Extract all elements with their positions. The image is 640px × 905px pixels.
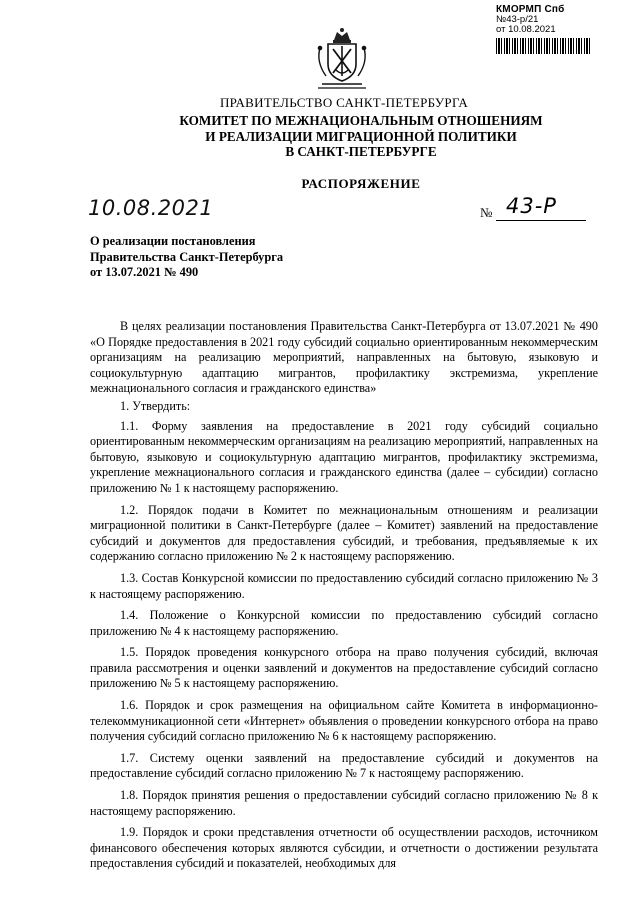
subject-line-2: Правительства Санкт-Петербурга xyxy=(90,249,284,264)
handwritten-number: 43-Р xyxy=(506,194,557,218)
item-1-4: 1.4. Положение о Конкурсной комиссии по предоставлению субсидий согласно приложению № 4 к настоящему распоряжению. xyxy=(90,608,598,638)
item-1-9: 1.9. Порядок и сроки представления отчетности об осуществлении расходов, источником финансового обеспечения которых являются субсидии, и отчетности о достижении результата предоставления субсидий и показателей, необходимых для xyxy=(90,825,598,871)
item-1-6: 1.6. Порядок и срок размещения на официальном сайте Комитета в информационно-телекоммуникационной сети «Интернет» объявления о проведении конкурсного отбора на право получения субсидий согласно приложению № 6 к настоящему распоряжению. xyxy=(90,698,598,744)
committee-line-3: В САНКТ-ПЕТЕРБУРГЕ xyxy=(285,144,437,159)
item-1-3: 1.3. Состав Конкурсной комиссии по предоставлению субсидий согласно приложению № 3 к настоящему распоряжению. xyxy=(90,570,598,601)
document-type: РАСПОРЯЖЕНИЕ xyxy=(301,176,421,191)
item-1-7: 1.7. Систему оценки заявлений на предоставление субсидий и документов на предоставление субсидий согласно приложению № 7 к настоящему распоряжению. xyxy=(90,750,598,781)
government-title-text: ПРАВИТЕЛЬСТВО САНКТ-ПЕТЕРБУРГА xyxy=(219,95,469,110)
stamp-number: №43-р/21 xyxy=(496,14,539,25)
barcode xyxy=(496,38,592,54)
item-1-8: 1.8. Порядок принятия решения о предоставлении субсидий согласно приложению № 8 к настоящему распоряжению. xyxy=(90,788,598,818)
saint-petersburg-coat-of-arms-icon xyxy=(312,26,372,92)
item-1-2: 1.2. Порядок подачи в Комитет по межнациональным отношениям и реализации миграционной политики в Санкт-Петербурге (далее – Комитет) заявлений на предоставление субсидий и документов для предоставления субсидий, и требования, предъявляемые к их содержанию согласно приложению № 2 к настоящему распоряжению. xyxy=(90,502,598,564)
number-sign: № xyxy=(480,205,493,220)
handwritten-date: 10.08.2021 xyxy=(88,196,214,220)
number-underline xyxy=(496,220,586,221)
document-number xyxy=(478,196,586,222)
subject-block xyxy=(90,234,283,281)
subject-line-1: О реализации постановления xyxy=(90,234,256,248)
item-1-5: 1.5. Порядок проведения конкурсного отбора на право получения субсидий, включая правила рассмотрения и оценки заявлений и документов на предоставление субсидий согласно приложению № 5 к настоящему распоряжению. xyxy=(90,645,598,691)
item-1: 1. Утвердить: xyxy=(120,398,191,413)
item-1-1: 1.1. Форму заявления на предоставление в 2021 году субсидий социально ориентированным некоммерческим организациям на реализацию мероприятий, направленных на бытовую, языковую и социокультурную адаптацию мигрантов, профилактику экстремизма, укрепление межнационального согласия и гражданского единства (далее – субсидии) согласно приложению № 1 к настоящему распоряжению. xyxy=(90,418,598,495)
stamp-org: КМОРМП Спб xyxy=(496,4,565,15)
committee-name xyxy=(96,113,626,160)
government-title xyxy=(0,95,640,111)
registration-stamp xyxy=(496,4,600,54)
preamble-paragraph: В целях реализации постановления Правительства Санкт-Петербурга от 13.07.2021 № 490 «О Порядке предоставления в 2021 году субсидий социально ориентированным некоммерческим организациям на реализацию мероприятий, направленных на бытовую, языковую и социокультурную адаптацию мигрантов, профилактику экстремизма, укрепление межнационального согласия и гражданского единства» xyxy=(90,319,598,396)
document-body xyxy=(90,319,598,878)
committee-line-1: КОМИТЕТ ПО МЕЖНАЦИОНАЛЬНЫМ ОТНОШЕНИЯМ xyxy=(179,113,543,128)
subject-line-3: от 13.07.2021 № 490 xyxy=(90,265,199,280)
committee-line-2: И РЕАЛИЗАЦИИ МИГРАЦИОННОЙ ПОЛИТИКИ xyxy=(205,128,517,144)
stamp-date: от 10.08.2021 xyxy=(496,24,556,35)
